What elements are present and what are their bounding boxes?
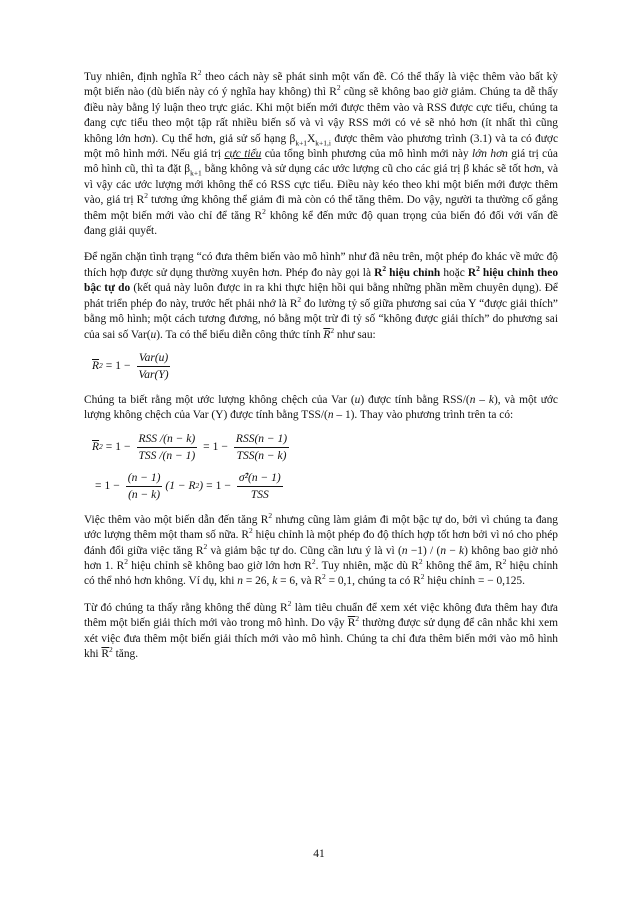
document-page [84, 70, 558, 662]
equation-2: $\overline{R}$ 2 = 1 − $\frac{\text{RSS /(n − k)}}{\text{TSS /(n − 1)}}$ = 1 − $\frac{\text{RSS(n − 1)}}{\text{TSS(n − k)}}$ [92, 432, 288, 462]
equation-1: $\overline{R}$ 2 = 1 − $\frac{\text{Var(u)}}{\text{Var(Y)}}$ [92, 351, 169, 381]
paragraph-4: Việc thêm vào một biến dẫn đến tăng $R^2$ nhưng cũng làm giảm đi một bậc tự do, bởi vì chúng ta đang ước lượng thêm một tham số nữa. $R^2$ hiệu chỉnh là một phép đo độ thích hợp tốt hơn bởi vì nó cho phép đánh đổi giữa việc tăng $R^2$ và giảm bậc tự do. Cũng cần lưu ý là vì (n −1) / (n − k) không bao giờ nhỏ hơn 1. $R^2$ hiệu chỉnh sẽ không bao giờ lớn hơn $R^2$. Tuy nhiên, mặc dù $R^2$ không thể âm, $R^2$ hiệu chỉnh có thể nhỏ hơn không. Ví dụ, khi n = 26, k = 6, và $R^2 = 0,1$, chúng ta có $R^2$ hiệu chỉnh = − 0,125. [84, 510, 558, 588]
page-number: 41 [313, 848, 325, 860]
paragraph-2: Để ngăn chặn tình trạng “có đưa thêm biến vào mô hình” như đã nêu trên, một phép đo khác về mức độ thích hợp được sử dụng thường xuyên hơn. Phép đo này gọi là $R^2$ hiệu chỉnh hoặc $R^2$ hiệu chỉnh theo bậc tự do (kết quả này luôn được in ra khi thực hiện hồi qui bằng những phần mềm chuyên dụng). Để phát triển phép đo này, trước hết phải nhớ là $R^2$ đo lường tỷ số giữa phương sai của Y “được giải thích” bằng mô hình; một cách tương đương, nó bằng một trừ đi tỷ số “không được giải thích” do phương sai của sai số Var(u). Ta có thể biểu diễn công thức tính $\overline{R}^2$ như sau: [84, 251, 559, 341]
equation-3: = 1 − $\frac{(n - 1)}{(n - k)}$ (1 − R 2 ) = 1 − $\frac{\text{σ̂²(n − 1)}}{\text{TSS}}$ [95, 471, 281, 501]
paragraph-3: Chúng ta biết rằng một ước lượng không chệch của Var (u) được tính bằng RSS/(n – k), và một ước lượng không chệch của Var (Y) được tính bằng TSS/(n – 1). Thay vào phương trình trên ta có: [84, 393, 558, 422]
paragraph-1: Tuy nhiên, định nghĩa $R^2$ theo cách này sẽ phát sinh một vấn đề. Có thể thấy là việc thêm vào bất kỳ một biến nào (dù biến này có ý nghĩa hay không) thì $R^2$ cũng sẽ không bao giờ giảm. Chúng ta dễ thấy điều này bằng lý luận theo trực giác. Khi một biến mới được thêm vào và RSS được cực tiểu, chúng ta đang cực tiểu theo một tập rất nhiều biến số và vì vậy RSS mới có vẻ sẽ nhỏ hơn (ít nhất thì cũng không lớn hơn). Cụ thể hơn, giả sử số hạng $\beta_{k+1}X_{k+1,i}$ được thêm vào phương trình (3.1) và ta có được một mô hình mới. Nếu giá trị cực tiểu của tổng bình phương của mô hình mới này lớn hơn giá trị của mô hình cũ, thì ta đặt $\beta_{k+1}$ bằng không và sử dụng các ước lượng cũ cho các giá trị β khác sẽ tốt hơn, và vì vậy các ước lượng mới không thể có RSS cực tiểu. Điều này kéo theo khi một biến mới được thêm vào, giá trị $R^2$ tương ứng không thể giảm đi mà còn có thể tăng thêm. Do vậy, người ta thường cố gắng thêm một biến mới vào chỉ để tăng $R^2$ không kể đến mức độ quan trọng của biến đó đối với vấn đề đang giải quyết. [84, 68, 559, 238]
paragraph-5: Từ đó chúng ta thấy rằng không thể dùng $R^2$ làm tiêu chuẩn để xem xét việc không đưa thêm hay đưa thêm một biến giải thích mới vào trong mô hình. Do vậy $\overline{R}^2$ thường được sử dụng để cân nhắc khi xem xét việc đưa thêm một biến giải thích mới vào mô hình. Chúng ta chỉ đưa thêm biến mới vào mô hình khi $\overline{R}^2$ tăng. [84, 598, 559, 660]
